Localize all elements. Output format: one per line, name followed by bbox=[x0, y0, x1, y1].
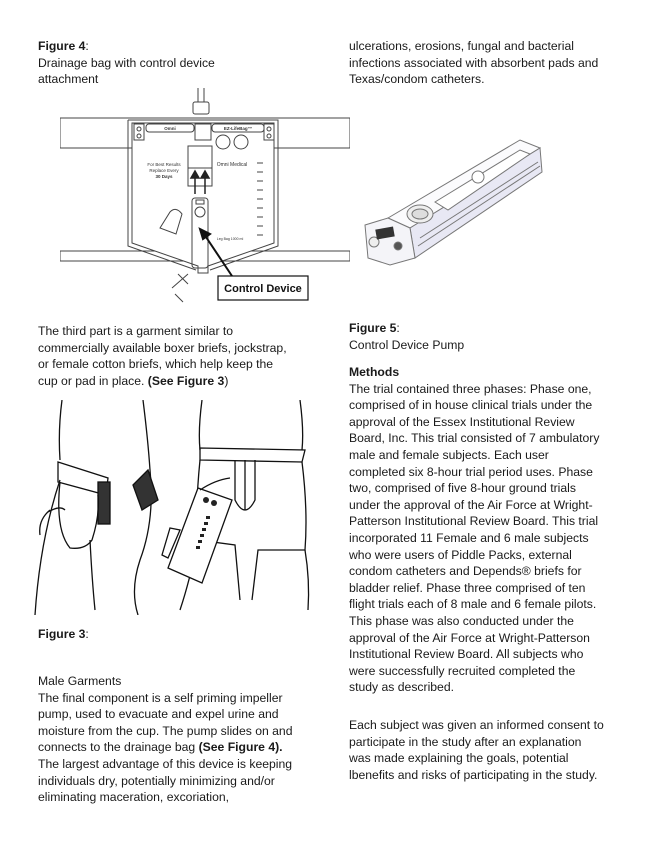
svg-text:Replace Every: Replace Every bbox=[149, 168, 179, 173]
figure5-caption: Figure 5: Control Device Pump bbox=[349, 320, 654, 353]
figure5-caption-text: Control Device Pump bbox=[349, 337, 465, 352]
svg-text:Omni: Omni bbox=[164, 126, 176, 131]
methods-heading: Methods bbox=[349, 365, 400, 379]
methods-section: Methods The trial contained three phases: Phase one, comprised of in house clinical trials under the approval of the Essex Institutional Review Board, Inc. This trial consisted of 7 ambulatory male and female subjects. Each user completed six 8-hour trial period uses. Phase two, comprised of five 8-hour ground trials under the approval of the Air Force at Wright- Patterson Institutional Review Board. This trial incorporated 11 Female and 6 male subjects who were users of Piddle Packs, external condom catheters and Depends® briefs for bladder relief. Phase three comprised of ten flight trials each of 8 male and 6 female pilots. This phase was also conducted under the approval of the Air Force at Wright-Patterson Institutional Review Board. All subjects who were successfully recruited completed the study as described. bbox=[349, 364, 654, 696]
drainage-bag-illustration bbox=[60, 88, 350, 320]
svg-text:Leg Bag 1000 ml: Leg Bag 1000 ml bbox=[216, 237, 244, 241]
continuation-paragraph: ulcerations, erosions, fungal and bacterial infections associated with absorbent pads and Texas/condom catheters. bbox=[349, 39, 599, 87]
figure4-reference: (See Figure 4). bbox=[198, 740, 283, 755]
male-garments-illustration bbox=[30, 400, 340, 615]
third-part-paragraph: The third part is a garment similar to commercially available boxer briefs, jockstrap, or female cotton briefs, which help keep the cup or pad in place. (See Figure 3) bbox=[38, 324, 287, 388]
svg-text:30 Days: 30 Days bbox=[155, 174, 173, 179]
figure3-caption: Figure 3: bbox=[38, 627, 89, 641]
control-device-callout: Control Device bbox=[224, 283, 302, 295]
figure4-caption-line: attachment bbox=[38, 72, 99, 87]
male-garments-paragraph: Male Garments The final component is a self priming impeller pump, used to evacuate and expel urine and moisture from the cup. The pump slides on and connects to the drainage bag (See Figure 4). The largest advantage of this device is keeping individuals dry, potentially minimizing and/or eliminating maceration, excoriation, bbox=[38, 673, 338, 806]
figure4-caption: Figure 4: Drainage bag with control device attachment bbox=[38, 38, 338, 88]
svg-text:EZ-LifeBag™: EZ-LifeBag™ bbox=[223, 126, 253, 131]
control-device-pump-illustration bbox=[360, 130, 560, 275]
figure3-label: Figure 3 bbox=[38, 627, 86, 641]
figure3-reference: (See Figure 3 bbox=[147, 373, 225, 388]
consent-paragraph: Each subject was given an informed consent to participate in the study after an explanation was made explaining the goals, potential lbenefits and risks of participating in the study. bbox=[349, 718, 604, 782]
figure5-label: Figure 5 bbox=[349, 321, 397, 335]
svg-text:For Best Results: For Best Results bbox=[147, 162, 181, 167]
figure4-caption-line: Drainage bag with control device bbox=[38, 55, 215, 70]
male-garments-title: Male Garments bbox=[38, 674, 122, 688]
svg-text:Omni Medical: Omni Medical bbox=[216, 162, 248, 168]
figure4-label: Figure 4 bbox=[38, 39, 86, 53]
